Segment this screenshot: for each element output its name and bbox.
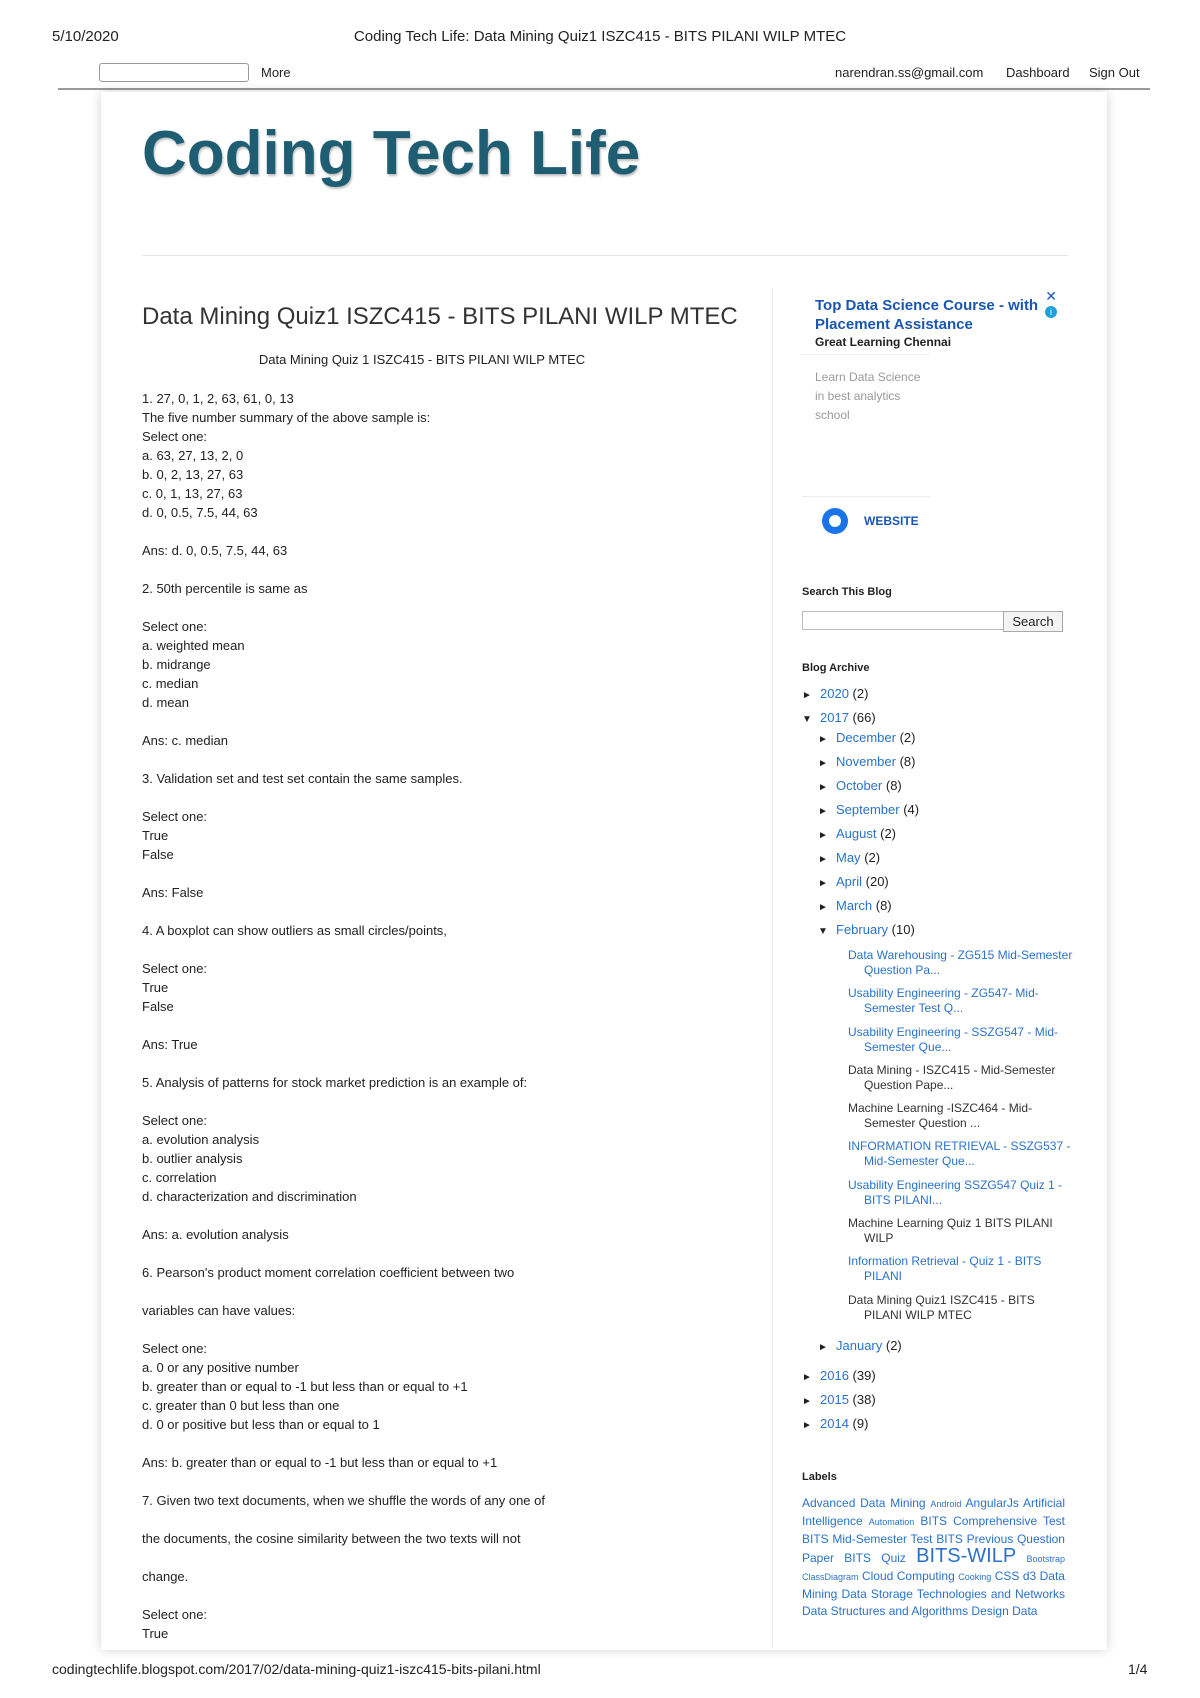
post-line [142,750,702,769]
archive-count: (38) [852,1392,876,1407]
post-line: d. 0, 0.5, 7.5, 44, 63 [142,505,258,520]
archive-count: (39) [852,1368,876,1383]
post-line [142,1054,702,1073]
label-link[interactable]: Data Storage Technologies and Networks [841,1587,1065,1601]
post-line: Select one: [142,619,208,634]
archive-count: (9) [852,1416,869,1431]
more-link[interactable]: More [261,65,291,80]
post-line: False [142,847,174,862]
post-line [142,788,702,807]
ad-description: Learn Data Science in best analytics school [815,370,921,422]
post-line: Select one: [142,1607,208,1622]
post-line [142,1016,702,1035]
post-line [142,1434,702,1453]
close-icon[interactable]: ✕ [1045,288,1057,304]
arrow-icon[interactable] [822,508,848,534]
post-line: b. outlier analysis [142,1151,243,1166]
archive-post-link[interactable]: Machine Learning -ISZC464 - Mid-Semester Question ... [848,1101,1033,1130]
archive-item[interactable] [802,710,876,725]
archive-link[interactable]: 2016 [820,1368,849,1383]
post-line: a. 0 or any positive number [142,1360,299,1375]
archive-heading: Blog Archive [802,662,870,674]
label-link[interactable]: BITS Quiz [844,1551,906,1565]
label-link[interactable]: CSS [994,1569,1020,1583]
archive-link[interactable]: April [836,874,863,889]
archive-link[interactable]: 2014 [820,1416,849,1431]
triangle-right-icon[interactable]: ► [802,690,812,701]
archive-item[interactable] [802,1392,876,1407]
post-title: Data Mining Quiz1 ISZC415 - BITS PILANI WILP MTEC [142,303,738,330]
post-line: Ans: False [142,885,204,900]
ad-divider [802,496,930,497]
print-page-number: 1/4 [1128,1661,1148,1677]
label-link[interactable]: Data [1012,1604,1038,1618]
triangle-right-icon[interactable]: ► [818,806,828,817]
archive-post-link[interactable]: Data Warehousing - ZG515 Mid-Semester Question Pa... [848,948,1073,977]
post-line: True [142,980,169,995]
archive-item[interactable] [818,1338,902,1353]
post-line [142,1510,702,1529]
archive-item[interactable] [818,826,896,841]
post-line: b. greater than or equal to -1 but less than or equal to +1 [142,1379,468,1394]
archive-post-link[interactable]: Machine Learning Quiz 1 BITS PILANI WILP [848,1216,1053,1245]
post-line: a. 63, 27, 13, 2, 0 [142,448,244,463]
label-link[interactable]: Advanced Data Mining [802,1496,926,1510]
labels-cloud [802,1495,1065,1620]
blogger-navbar [58,58,1150,90]
post-line: 1. 27, 0, 1, 2, 63, 61, 0, 13 [142,391,294,406]
post-line [142,598,702,617]
post-line [142,1472,702,1491]
archive-count: (8) [875,898,892,913]
post-line [142,1282,702,1301]
label-link[interactable]: Design [971,1604,1009,1618]
post-line [142,940,702,959]
blog-title[interactable]: Coding Tech Life [142,119,641,188]
label-link[interactable]: BITS Mid-Semester Test [802,1532,933,1546]
post-line: Ans: a. evolution analysis [142,1227,289,1242]
info-icon[interactable]: i [1045,306,1057,318]
post-line [142,1586,702,1605]
archive-count: (2) [864,850,881,865]
post-line: Select one: [142,961,208,976]
ad-divider [802,354,930,355]
post-line: Ans: True [142,1037,198,1052]
archive-item[interactable] [818,874,889,889]
post-line: Select one: [142,809,208,824]
archive-item[interactable] [802,1416,868,1431]
post-line [142,560,702,579]
archive-count: (2) [880,826,896,841]
post-line: False [142,999,174,1014]
triangle-right-icon[interactable]: ► [818,878,828,889]
post-line: change. [142,1569,189,1584]
triangle-right-icon[interactable]: ► [818,758,828,769]
post-line [142,864,702,883]
post-line: b. midrange [142,657,211,672]
print-page-title: Coding Tech Life: Data Mining Quiz1 ISZC415 - BITS PILANI WILP MTEC [353,28,847,45]
triangle-right-icon[interactable]: ► [818,782,828,793]
archive-count: (10) [891,922,915,937]
archive-count: (8) [885,778,902,793]
label-link[interactable]: BITS-WILP [916,1545,1017,1567]
post-line: the documents, the cosine similarity between the two texts will not [142,1531,521,1546]
label-link[interactable]: Cloud Computing [861,1569,955,1583]
archive-item[interactable] [818,802,919,817]
post-line: Ans: c. median [142,733,228,748]
archive-post-link[interactable]: INFORMATION RETRIEVAL - SSZG537 - Mid-Semester Que... [848,1139,1071,1168]
post-line: c. greater than 0 but less than one [142,1398,340,1413]
archive-item[interactable] [818,778,902,793]
ad-website-button[interactable]: WEBSITE [864,514,919,528]
archive-link[interactable]: 2017 [820,710,849,725]
sign-out-link[interactable]: Sign Out [1089,65,1140,80]
triangle-right-icon[interactable]: ► [818,854,828,865]
label-link[interactable]: AngularJs [965,1496,1019,1510]
user-email: narendran.ss@gmail.com [835,65,984,80]
archive-link[interactable]: December [836,730,896,745]
triangle-right-icon[interactable]: ► [818,1342,828,1353]
archive-post-link[interactable]: Information Retrieval - Quiz 1 - BITS PILANI [848,1254,1042,1283]
post-line: variables can have values: [142,1303,296,1318]
post-line: 5. Analysis of patterns for stock market prediction is an example of: [142,1075,528,1090]
label-link[interactable]: Data Structures and Algorithms [802,1604,969,1618]
print-url: codingtechlife.blogspot.com/2017/02/data-mining-quiz1-iszc415-bits-pilani.html [52,1661,541,1677]
triangle-right-icon[interactable]: ► [818,830,828,841]
navbar-search-input[interactable] [99,63,249,82]
archive-link[interactable]: August [836,826,877,841]
post-body [142,389,702,1643]
archive-link[interactable]: May [836,850,861,865]
ad-advertiser: Great Learning Chennai [815,335,952,349]
post-line: c. 0, 1, 13, 27, 63 [142,486,243,501]
print-header [0,28,1200,48]
archive-link[interactable]: 2020 [820,686,849,701]
label-link[interactable]: Cooking [958,1572,992,1582]
post-line: d. mean [142,695,189,710]
triangle-right-icon[interactable]: ► [802,1420,812,1431]
archive-post-link[interactable]: Data Mining - ISZC415 - Mid-Semester Question Pape... [848,1063,1056,1092]
post-line: Select one: [142,1341,208,1356]
archive-count: (2) [852,686,869,701]
post-line: d. characterization and discrimination [142,1189,357,1204]
label-link[interactable]: d3 [1022,1569,1037,1583]
post-line [142,712,702,731]
post-line [142,1092,702,1111]
post-line: Ans: b. greater than or equal to -1 but less than or equal to +1 [142,1455,498,1470]
post-line: Select one: [142,1113,208,1128]
archive-item[interactable] [802,686,868,701]
archive-link[interactable]: March [836,898,873,913]
post-line: True [142,828,169,843]
post-line [142,902,702,921]
label-link[interactable]: BITS Previous Question Paper [802,1532,1065,1565]
archive-item[interactable] [818,754,915,769]
archive-item[interactable] [818,922,915,937]
post-line [142,1548,702,1567]
archive-count: (20) [865,874,889,889]
post-line: a. weighted mean [142,638,245,653]
archive-item[interactable] [818,898,892,913]
archive-link[interactable]: 2015 [820,1392,849,1407]
archive-count: (4) [903,802,920,817]
archive-post-link[interactable]: Usability Engineering - ZG547- Mid-Semester Test Q... [848,986,1039,1015]
archive-link[interactable]: January [836,1338,883,1353]
print-date: 5/10/2020 [52,28,119,45]
archive-post-link[interactable]: Usability Engineering - SSZG547 - Mid-Semester Que... [848,1025,1059,1054]
label-link[interactable]: Data Mining [802,1569,1065,1601]
post-line [142,1206,702,1225]
post-line: b. 0, 2, 13, 27, 63 [142,467,244,482]
search-button[interactable]: Search [1003,611,1063,632]
triangle-right-icon[interactable]: ► [802,1372,812,1383]
post-line: 4. A boxplot can show outliers as small circles/points, [142,923,447,938]
archive-link[interactable]: November [836,754,896,769]
label-link[interactable]: ClassDiagram [802,1572,859,1582]
label-link[interactable]: Bootstrap [1026,1554,1065,1564]
archive-count: (8) [899,754,916,769]
post-line [142,1244,702,1263]
labels-heading: Labels [802,1471,837,1483]
triangle-down-icon[interactable]: ▼ [802,714,812,725]
post-line [142,522,702,541]
triangle-down-icon[interactable]: ▼ [818,926,828,937]
archive-link[interactable]: October [836,778,883,793]
post-line: a. evolution analysis [142,1132,260,1147]
post-line [142,1320,702,1339]
post-line: 2. 50th percentile is same as [142,581,308,596]
post-line: 7. Given two text documents, when we shuffle the words of any one of [142,1493,545,1508]
archive-item[interactable] [818,730,915,745]
archive-link[interactable]: September [836,802,900,817]
post-line: The five number summary of the above sample is: [142,410,431,425]
label-link[interactable]: Android [930,1499,962,1509]
triangle-right-icon[interactable]: ► [802,1396,812,1407]
archive-link[interactable]: February [836,922,889,937]
search-heading: Search This Blog [802,586,892,598]
label-link[interactable]: Artificial Intelligence [802,1496,1066,1528]
archive-item[interactable] [818,850,880,865]
ad-unit[interactable] [802,288,1065,550]
post-line: c. median [142,676,199,691]
label-link[interactable]: Automation [868,1517,915,1527]
sidebar-divider [772,288,773,1648]
post-line: 3. Validation set and test set contain the same samples. [142,771,463,786]
post-line: c. correlation [142,1170,217,1185]
archive-post-link[interactable]: Usability Engineering SSZG547 Quiz 1 - BITS PILANI... [848,1178,1063,1207]
post-line: Ans: d. 0, 0.5, 7.5, 44, 63 [142,543,288,558]
header-divider [142,255,1068,256]
ad-headline[interactable]: Top Data Science Course - with Placement Assistance [815,297,1039,333]
blog-search-input[interactable] [802,611,1028,630]
post-line: True [142,1626,169,1641]
triangle-right-icon[interactable]: ► [818,902,828,913]
post-line: Select one: [142,429,208,444]
archive-count: (2) [899,730,916,745]
archive-count: (66) [852,710,876,725]
post-subtitle: Data Mining Quiz 1 ISZC415 - BITS PILANI WILP MTEC [258,352,586,367]
archive-item[interactable] [802,1368,876,1383]
triangle-right-icon[interactable]: ► [818,734,828,745]
post-line: 6. Pearson's product moment correlation coefficient between two [142,1265,515,1280]
label-link[interactable]: BITS Comprehensive Test [920,1514,1065,1528]
dashboard-link[interactable]: Dashboard [1006,65,1070,80]
archive-count: (2) [885,1338,902,1353]
post-line: d. 0 or positive but less than or equal to 1 [142,1417,380,1432]
archive-post-link[interactable]: Data Mining Quiz1 ISZC415 - BITS PILANI WILP MTEC [848,1293,1035,1322]
